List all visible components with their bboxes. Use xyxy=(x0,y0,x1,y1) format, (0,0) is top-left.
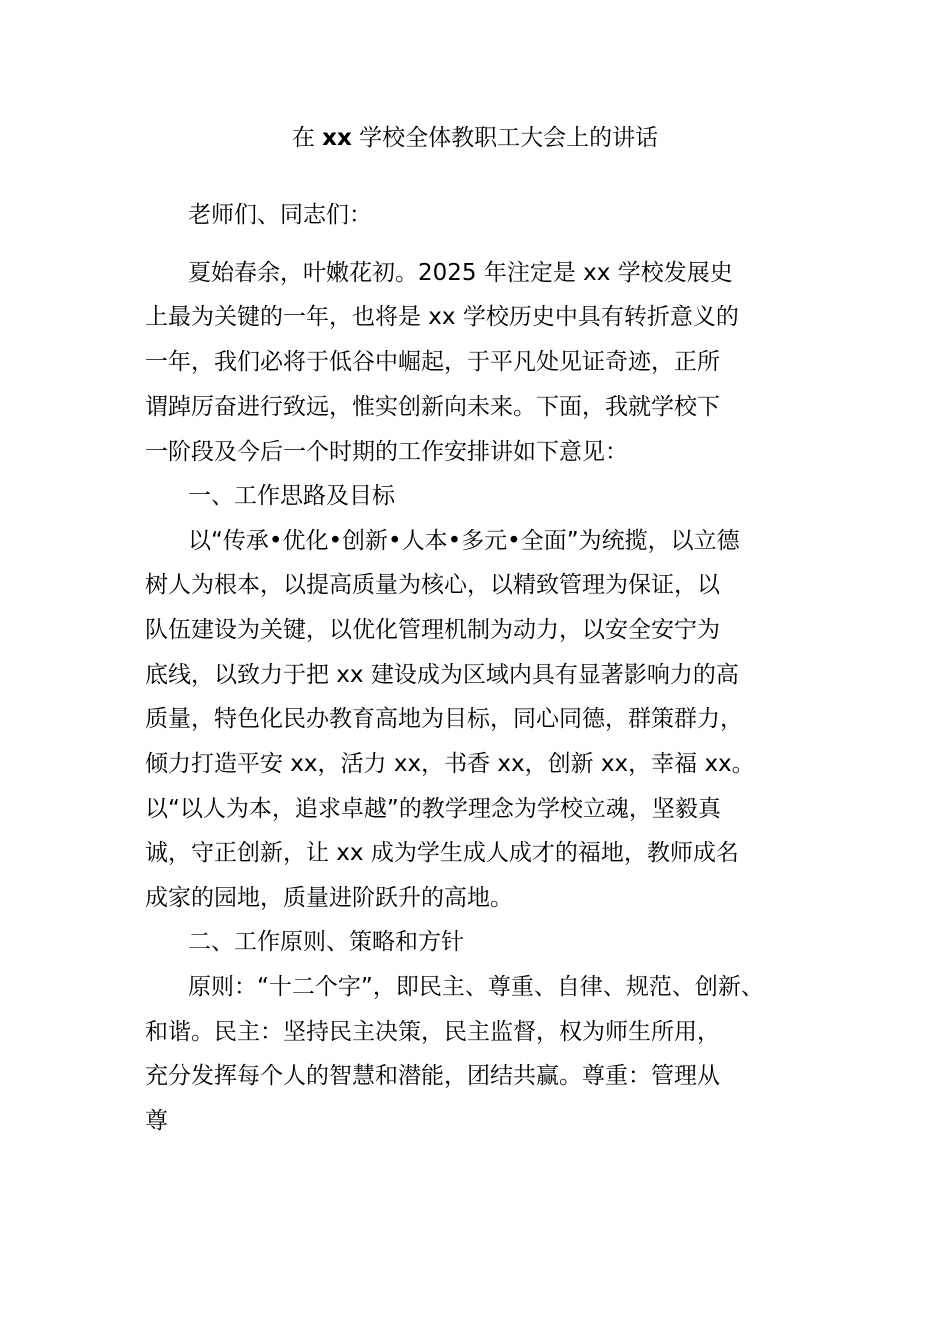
paragraph-line: 底线，以致力于把 xx 建设成为区域内具有显著影响力的高 xyxy=(145,662,739,688)
paragraph-line: 充分发挥每个人的智慧和潜能，团结共赢。尊重：管理从 xyxy=(145,1063,720,1089)
title-prefix: 在 xyxy=(291,125,323,151)
paragraph-line: 队伍建设为关键，以优化管理机制为动力，以安全安宁为 xyxy=(145,617,720,643)
paragraph-line: 一阶段及今后一个时期的工作安排讲如下意见： xyxy=(145,439,628,465)
section-heading-1: 一、工作思路及目标 xyxy=(188,483,395,509)
paragraph-line: 以“以人为本，追求卓越”的教学理念为学校立魂，坚毅真 xyxy=(145,796,721,822)
paragraph-line: 树人为根本，以提高质量为核心，以精致管理为保证，以 xyxy=(145,572,720,598)
paragraph-line: 成家的园地，质量进阶跃升的高地。 xyxy=(145,885,513,911)
paragraph-line: 谓踔厉奋进行致远，惟实创新向未来。下面，我就学校下 xyxy=(145,394,720,420)
paragraph-line: 以“传承•优化•创新•人本•多元•全面”为统揽，以立德 xyxy=(188,528,740,554)
title-suffix: 学校全体教职工大会上的讲话 xyxy=(351,125,659,151)
paragraph-line: 尊 xyxy=(145,1108,168,1134)
paragraph-salutation: 老师们、同志们： xyxy=(188,202,372,228)
section-heading-2: 二、工作原则、策略和方针 xyxy=(188,929,464,955)
paragraph-line: 倾力打造平安 xx，活力 xx，书香 xx，创新 xx，幸福 xx。 xyxy=(145,751,755,777)
title-bold-xx: xx xyxy=(322,125,352,151)
paragraph-line: 夏始春余，叶嫩花初。2025 年注定是 xx 学校发展史 xyxy=(188,260,733,286)
paragraph-line: 和谐。民主：坚持民主决策，民主监督，权为师生所用， xyxy=(145,1019,720,1045)
paragraph-line: 诚，守正创新，让 xx 成为学生成人成才的福地，教师成名 xyxy=(145,840,739,866)
paragraph-line: 一年，我们必将于低谷中崛起，于平凡处见证奇迹，正所 xyxy=(145,349,720,375)
paragraph-line: 质量，特色化民办教育高地为目标，同心同德，群策群力， xyxy=(145,706,743,732)
paragraph-line: 原则：“十二个字”，即民主、尊重、自律、规范、创新、 xyxy=(188,974,764,1000)
paragraph-line: 上最为关键的一年，也将是 xx 学校历史中具有转折意义的 xyxy=(145,304,739,330)
document-title xyxy=(0,120,950,156)
